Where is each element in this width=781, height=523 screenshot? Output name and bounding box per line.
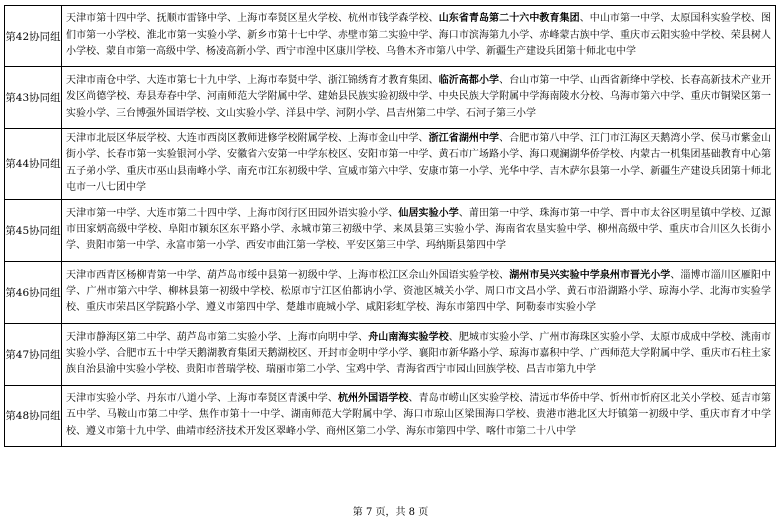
member-schools-text: 、淄博市淄川区雁阳中学、广州市第六中学、柳林县第一初级中学校、松原市宁江区伯都讷小学、资池区城关小学、周口市文昌小学、黄石市沿湖路小学、琼海小学、北海市实验学校、重庆市荣昌区学院路小学、遵义市第四中学、楚雄市鹿城小学、咸阳彩虹学校、海东市第四中学、阿勒泰市实验小学 <box>66 269 772 314</box>
group-name: 第44协同组 <box>5 129 62 200</box>
lead-school: 山东省青岛第二十六中教育集团 <box>438 13 580 25</box>
member-schools-text: 天津市第一中学、大连市第二十四中学、上海市闵行区田园外语实验小学、 <box>66 207 399 219</box>
group-table <box>4 5 776 447</box>
lead-school: 浙江省湖州中学 <box>428 133 500 144</box>
lead-school: 杭州外国语学校 <box>337 393 409 405</box>
member-schools-text: 、肥城市实验小学、广州市海珠区实验小学、太原市成成中学校、洮南市实验小学、合肥市五十中学天鹅湖教育集团天鹅湖校区、开封市金明中学小学、襄阳市新华路小学、琼海市嘉积中学、广西师范大学附属中学、重庆市石柱土家族自治县渝中实验小学校、贵阳市普瑞学校、瑞丽市第二小学、宝鸡中学、青海省西宁市园山回族学校、昌吉市第九中学 <box>66 331 772 376</box>
group-members <box>62 199 776 261</box>
group-row <box>5 385 776 446</box>
lead-school: 仙居实验小学 <box>398 207 459 219</box>
group-row <box>5 261 776 323</box>
group-members <box>62 6 776 67</box>
lead-school: 临沂高都小学 <box>438 74 500 86</box>
member-schools-text: 天津市实验小学、丹东市八道小学、上海市奉贤区青溪中学、 <box>66 393 338 405</box>
group-name: 第46协同组 <box>5 261 62 323</box>
group-name: 第43协同组 <box>5 67 62 129</box>
member-schools-text: 、中山市第一中学、太原国科实验学校、图们市第一小学校、淮北市第一实验小学、新乡市第十七中学、赤壁市第二实验中学、海口市滨海第九小学、赤峰蒙古族中学、重庆市云阳实验中学校、荣县树人小学校、蒙自市第一高级中学、杨凌高新小学、西宁市湟中区康川学校、乌鲁木齐市第八中学、新疆生产建设兵团第十师北屯中学 <box>66 13 772 58</box>
member-schools-text: 天津市西青区杨柳青第一中学、葫芦岛市绥中县第一初级中学、上海市松江区佘山外国语实验学校、 <box>66 269 510 281</box>
group-members <box>62 129 776 200</box>
group-name: 第42协同组 <box>5 6 62 67</box>
group-members <box>62 385 776 446</box>
lead-school: 舟山南海实验学校 <box>368 331 449 343</box>
lead-school: 湖州市吴兴实验中学泉州市晋光小学 <box>509 269 671 281</box>
member-schools-text: 、莆田第一中学、珠海市第一中学、晋中市太谷区明星镇中学校、辽源市田家炳高级中学校、阜阳市颍东区东平路小学、永城市第三初级中学、来凤县第三实验小学、海南省农垦实验中学、柳州高级中学、重庆市合川区久长街小学、贵阳市第一中学、永富市第一小学、西安市曲江第一学校、平安区第三中学、玛纳斯县第四中学 <box>66 207 772 252</box>
group-name: 第48协同组 <box>5 385 62 446</box>
page-footer: 第 7 页，共 8 页 <box>352 507 429 518</box>
group-members <box>62 323 776 385</box>
group-members <box>62 67 776 129</box>
group-row <box>5 67 776 129</box>
group-row <box>5 6 776 67</box>
member-schools-text: 、合肥市第八中学、江门市江海区天鹅湾小学、侯马市紫金山街小学、长春市第一实验银河小学、安徽省六安第一中学东校区、安阳市第一中学、黄石市广场路小学、海口观澜湖华侨学校、内蒙古一机集团基础教育中心第五子弟小学、重庆市巫山县南峰小学、南充市江东初级中学、宣威市第六中学、安康市第一小学、光华中学、吉木萨尔县第一小学、新疆生产建设兵团第十师北屯市一八七团中学 <box>66 133 772 194</box>
member-schools-text: 天津市南仓中学、大连市第七十九中学、上海市奉贤中学、浙江锦绣育才教育集团、 <box>66 74 439 86</box>
group-row <box>5 199 776 261</box>
group-row <box>5 323 776 385</box>
member-schools-text: 天津市北辰区华辰学校、大连市西岗区教师进修学校附属学校、上海市金山中学、 <box>66 133 429 144</box>
group-row <box>5 129 776 200</box>
group-members <box>62 261 776 323</box>
member-schools-text: 天津市静海区第二中学、葫芦岛市第二实验小学、上海市向明中学、 <box>66 331 369 343</box>
member-schools-text: 、台山市第一中学、山西省新绛中学校、长春高新技术产业开发区尚德学校、寿县寿春中学、河南师范大学附属中学、建始县民族实验初级中学、中央民族大学附属中学海南陵水分校、乌海市第六中学、重庆市铜梁区第一实验小学、三台博强外国语学校、文山实验小学、洋县中学、河阴小学、昌吉州第二中学、石河子第三小学 <box>66 74 772 119</box>
group-name: 第47协同组 <box>5 323 62 385</box>
member-schools-text: 、青岛市崂山区实验学校、清远市华侨中学、忻州市忻府区北关小学校、延吉市第五中学、马鞍山市第二中学、焦作市第十一中学、湖南师范大学附属中学、海口市琼山区梁围海口学校、贵港市港北区大圩镇第一初级中学、重庆市育才中学校、遵义市第十九中学、曲靖市经济技术开发区翠峰小学、商州区第二小学、海东市第四中学、喀什市第二十八中学 <box>66 393 772 437</box>
member-schools-text: 天津市第十四中学、抚顺市雷锋中学、上海市奉贤区星火学校、杭州市钱学森学校、 <box>66 13 439 25</box>
group-name: 第45协同组 <box>5 199 62 261</box>
